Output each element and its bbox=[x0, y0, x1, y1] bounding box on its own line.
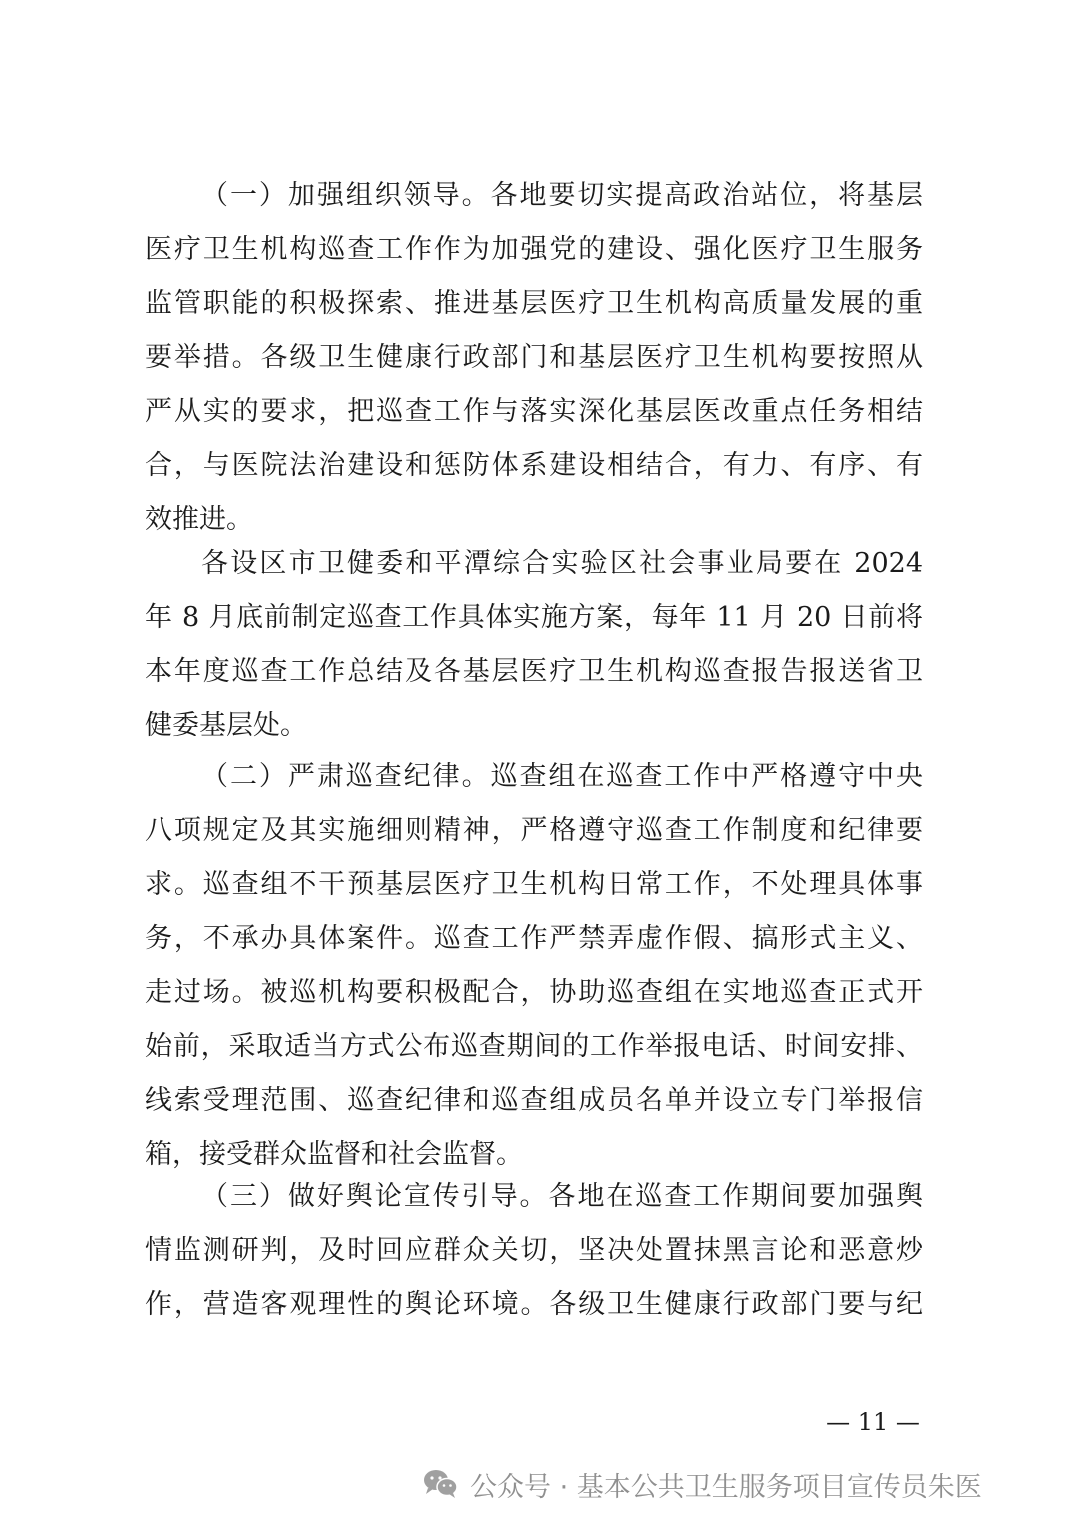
text-line: 八项规定及其实施细则精神，严格遵守巡查工作制度和纪律要 bbox=[145, 815, 923, 846]
text-line: 年 8 月底前制定巡查工作具体实施方案，每年 11 月 20 日前将 bbox=[145, 602, 923, 633]
paragraph-implementation-plan bbox=[145, 537, 923, 753]
watermark bbox=[422, 1462, 1062, 1506]
text-line: 情监测研判，及时回应群众关切，坚决处置抹黑言论和恶意炒 bbox=[145, 1235, 923, 1266]
text-line: 线索受理范围、巡查纪律和巡查组成员名单并设立专门举报信 bbox=[145, 1085, 923, 1116]
text-line: 箱，接受群众监督和社会监督。 bbox=[145, 1139, 523, 1170]
watermark-text: 公众号 · 基本公共卫生服务项目宣传员朱医 bbox=[470, 1471, 982, 1503]
text-line: 要举措。各级卫生健康行政部门和基层医疗卫生机构要按照从 bbox=[145, 342, 923, 373]
text-line: 务，不承办具体案件。巡查工作严禁弄虚作假、搞形式主义、 bbox=[145, 923, 923, 954]
section-heading: （一）加强组织领导。 bbox=[201, 180, 491, 211]
text-line: （三）做好舆论宣传引导。各地在巡查工作期间要加强舆 bbox=[201, 1181, 923, 1212]
text-line: 作，营造客观理性的舆论环境。各级卫生健康行政部门要与纪 bbox=[145, 1289, 923, 1320]
text-line: 健委基层处。 bbox=[145, 710, 307, 741]
text-line: 各设区市卫健委和平潭综合实验区社会事业局要在 2024 bbox=[201, 548, 923, 579]
text-line: （一）加强组织领导。各地要切实提高政治站位，将基层 bbox=[201, 180, 924, 211]
wechat-icon bbox=[422, 1468, 460, 1500]
section-heading: （二）严肃巡查纪律。 bbox=[201, 761, 491, 792]
text-line: 医疗卫生机构巡查工作作为加强党的建设、强化医疗卫生服务 bbox=[145, 234, 923, 265]
paragraph-inspection-discipline bbox=[145, 750, 923, 1182]
paragraph-public-opinion bbox=[145, 1170, 923, 1332]
text-line: 合，与医院法治建设和惩防体系建设相结合，有力、有序、有 bbox=[145, 450, 923, 481]
paragraph-organization-leadership bbox=[145, 169, 923, 547]
text-line: 效推进。 bbox=[145, 504, 253, 535]
page-number: — 11 — bbox=[826, 1408, 920, 1436]
text-line: 走过场。被巡机构要积极配合，协助巡查组在实地巡查正式开 bbox=[145, 977, 923, 1008]
text-line: 始前，采取适当方式公布巡查期间的工作举报电话、时间安排、 bbox=[145, 1031, 923, 1062]
text-line: 求。巡查组不干预基层医疗卫生机构日常工作，不处理具体事 bbox=[145, 869, 923, 900]
text-line: （二）严肃巡查纪律。巡查组在巡查工作中严格遵守中央 bbox=[201, 761, 924, 792]
text-line: 监管职能的积极探索、推进基层医疗卫生机构高质量发展的重 bbox=[145, 288, 923, 319]
section-heading: （三）做好舆论宣传引导。 bbox=[201, 1181, 549, 1212]
text-line: 本年度巡查工作总结及各基层医疗卫生机构巡查报告报送省卫 bbox=[145, 656, 923, 687]
text-line: 严从实的要求，把巡查工作与落实深化基层医改重点任务相结 bbox=[145, 396, 923, 427]
